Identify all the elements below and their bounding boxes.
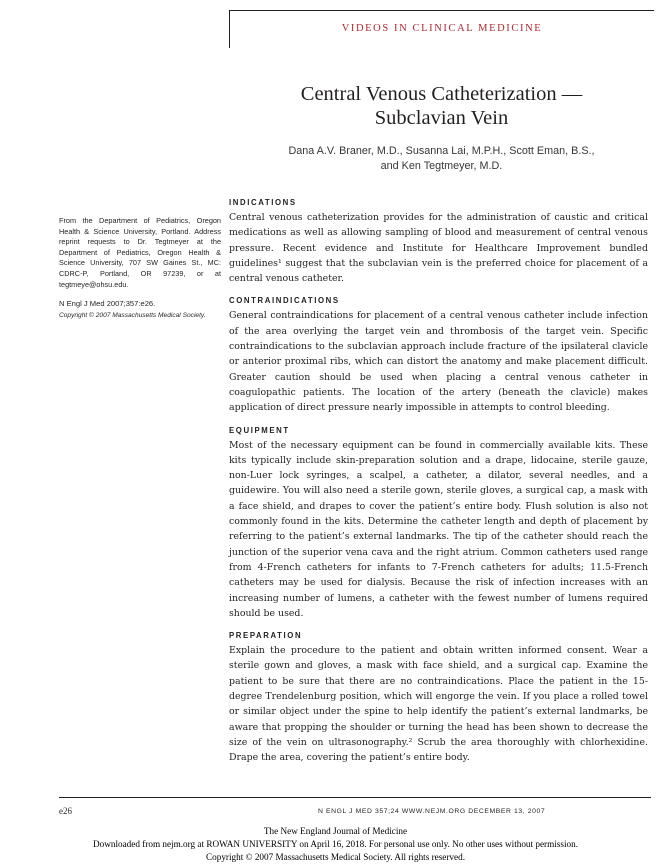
copyright-notice: Copyright © 2007 Massachusetts Medical Society. <box>59 311 206 319</box>
section-equipment <box>229 426 648 622</box>
footer-divider <box>59 797 651 798</box>
section-preparation <box>229 631 648 765</box>
section-contraindications <box>229 296 648 415</box>
sidebar-notes <box>59 216 221 321</box>
section-heading: CONTRAINDICATIONS <box>229 296 340 306</box>
section-text: Central venous catheterization provides for the administration of caustic and critical medications as well as allowing sampling of blood and measurement of central venous pressure. Recent evidence and Institute for Healthcare Improvement bundled guidelines¹ suggest that the subclavian vein is the preferred choice for placement of a central venous catheter. <box>229 212 648 285</box>
section-text: General contraindications for placement of a central venous catheter include infection of the area overlying the target vein and thrombosis of the target vein. Specific contraindications to the subclavian approach include fracture of the ipsilateral clavicle or anterior proximal ribs, which can distort the anatomy and make placement difficult. Greater caution should be used when placing a central venous catheter in coagulopathic patients. The location of the artery (beneath the clavicle) makes application of direct pressure nearly impossible in attempts to control bleeding. <box>229 310 648 414</box>
download-copyright: Copyright © 2007 Massachusetts Medical Society. All rights reserved. <box>206 852 465 862</box>
section-heading: EQUIPMENT <box>229 425 290 435</box>
download-notice: Downloaded from nejm.org at ROWAN UNIVERSITY on April 16, 2018. For personal use only. No other uses without permission. <box>92 839 578 849</box>
section-text: Explain the procedure to the patient and obtain written informed consent. Wear a sterile gown and gloves, a mask with face shield, and a surgical cap. Examine the patient to be sure that there are no contraindications. Place the patient in the 15-degree Trendelenburg position, which will engorge the vein. If you place a rolled towel or similar object under the spine to help identify the patient’s external landmarks, be aware that propping the shoulder or turning the head has been shown to decrease the size of the vein on ultrasonography.² Scrub the area thoroughly with chlorhexidine. Drape the area, covering the patient’s entire body. <box>229 645 648 764</box>
article-title-line2: Subclavian Vein <box>374 107 509 129</box>
section-header-box <box>229 10 654 48</box>
article-title-line1: Central Venous Catheterization — <box>300 83 583 105</box>
author-line2: and Ken Tegtmeyer, M.D. <box>380 160 503 172</box>
author-list <box>229 144 654 174</box>
download-journal-name: The New England Journal of Medicine <box>263 826 408 836</box>
section-heading: INDICATIONS <box>229 198 297 207</box>
section-header-label: VIDEOS IN CLINICAL MEDICINE <box>341 23 543 34</box>
article-title <box>229 82 654 130</box>
article-body <box>229 198 648 776</box>
section-text: Most of the necessary equipment can be found in commercially available kits. These kits typically include skin-preparation solution and a drape, lidocaine, sterile gauze, non-Luer lock syringes, a scalpel, a catheter, a dilator, several needles, and a guidewire. You will also need a sterile gown, sterile gloves, a surgical cap, a mask with a face shield, and drapes to cover the patient’s entire body. Flush solution is also not commonly found in the kits. Determine the catheter length and depth of placement by referring to the patient’s external landmarks. The tip of the catheter should reach the junction of the superior vena cava and the right atrium. Common catheters used range from 4-French catheters for infants to 7-French catheters for adults; 11.5-French catheters may be used for dialysis. Because the risk of infection increases with an increasing number of lumens, a catheter with the fewest number of lumens required should be used. <box>229 439 648 619</box>
page-number: e26 <box>59 806 72 816</box>
author-affiliation: From the Department of Pediatrics, Oregon Health & Science University, Portland. Address reprint requests to Dr. Tegtmeyer at the Department of Pediatrics, Oregon Health & Science University, 707 SW Gaines St., MC: CDRC-P, Portland, OR 97239, or at tegtmeye@ohsu.edu. <box>59 216 221 289</box>
journal-reference: N ENGL J MED 357;24 WWW.NEJM.ORG DECEMBER 13, 2007 <box>318 808 546 815</box>
section-indications <box>229 198 648 286</box>
author-line1: Dana A.V. Braner, M.D., Susanna Lai, M.P.H., Scott Eman, B.S., <box>288 145 595 157</box>
citation: N Engl J Med 2007;357:e26. <box>59 299 156 309</box>
section-heading: PREPARATION <box>229 631 303 641</box>
